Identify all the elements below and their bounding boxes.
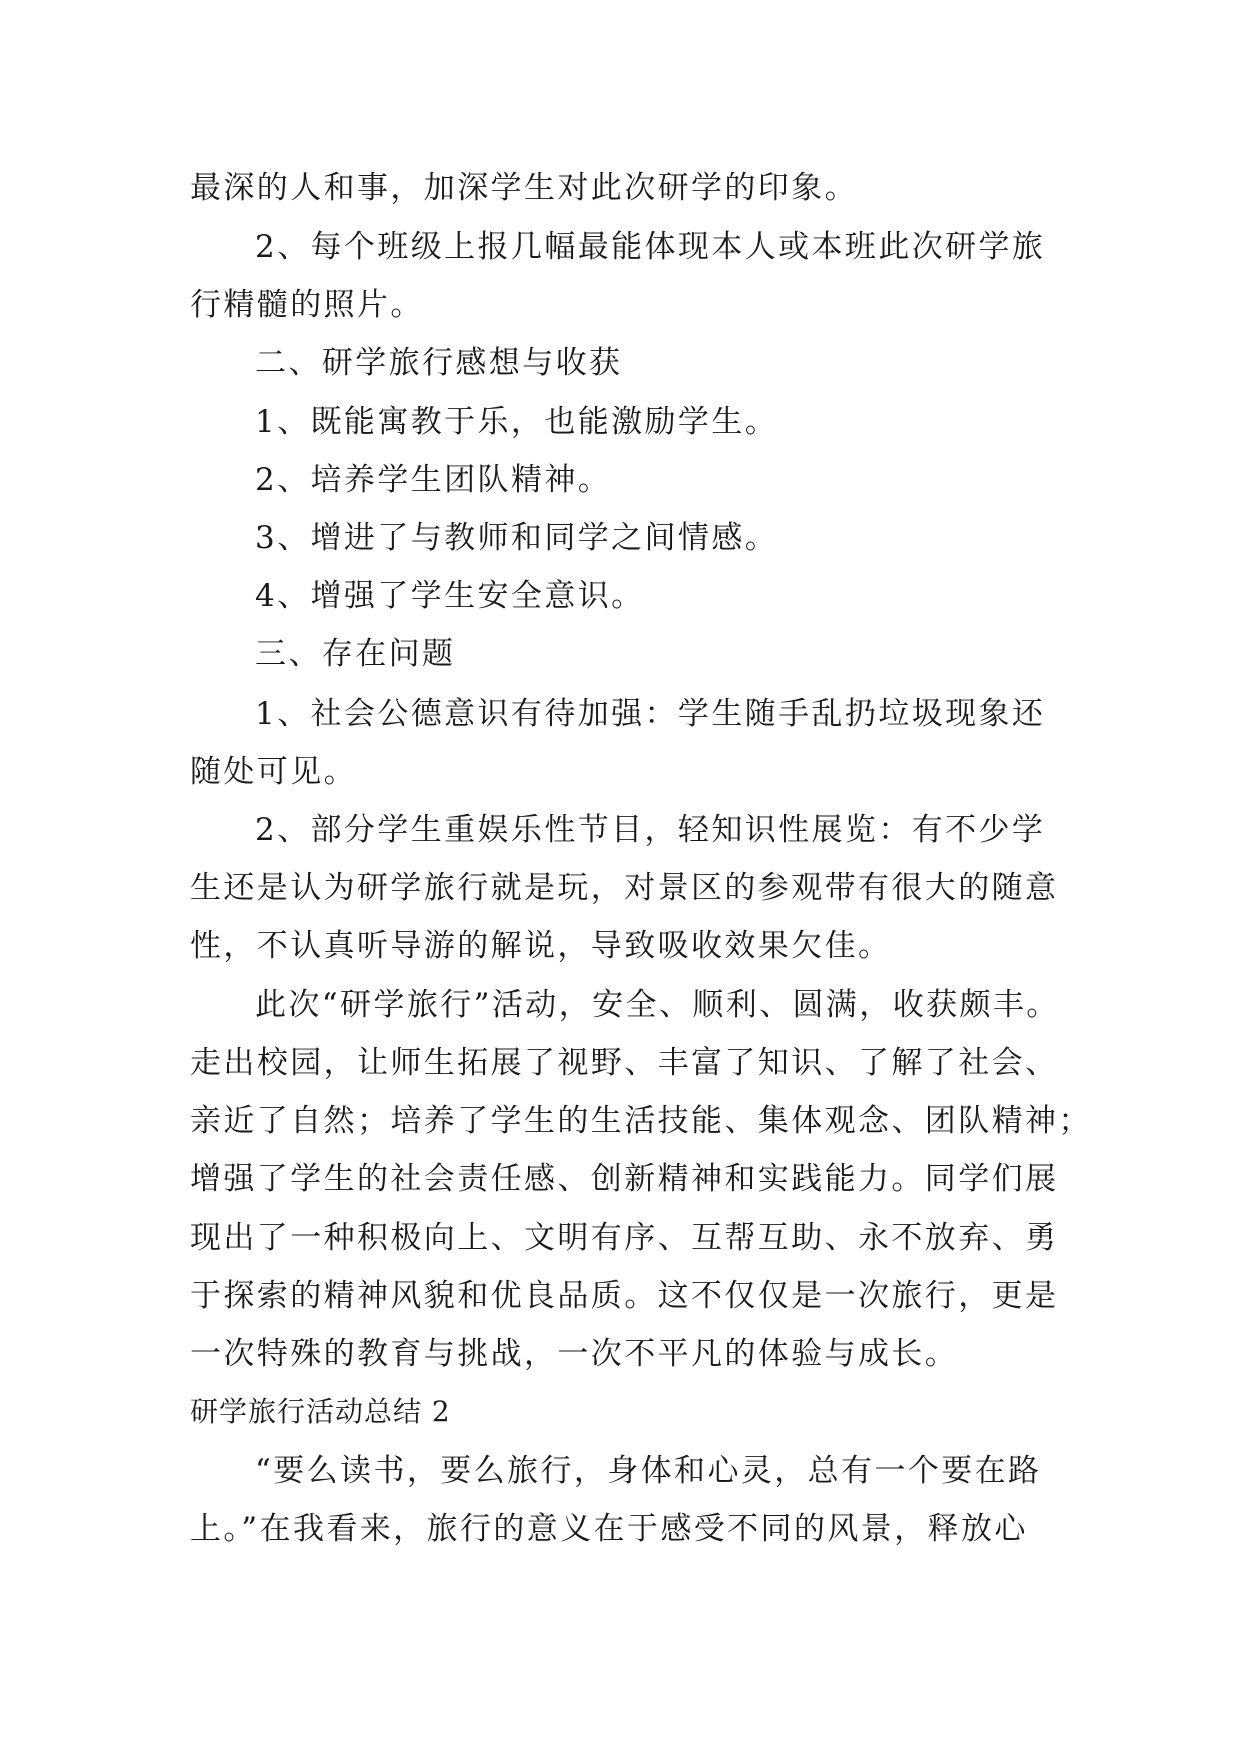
list-item: 1、社会公德意识有待加强：学生随手乱扔垃圾现象还	[255, 696, 1046, 732]
paragraph-line: 增强了学生的社会责任感、创新精神和实践能力。同学们展	[190, 1161, 1059, 1197]
list-item: 2、培养学生团队精神。	[255, 462, 612, 498]
section-heading: 二、研学旅行感想与收获	[255, 345, 623, 381]
list-item: 4、增强了学生安全意识。	[255, 578, 645, 614]
paragraph-line: 上。”在我看来，旅行的意义在于感受不同的风景，释放心	[190, 1511, 1028, 1547]
paragraph-line: 随处可见。	[190, 754, 357, 790]
section-heading: 三、存在问题	[255, 636, 456, 672]
paragraph-line: 性，不认真听导游的解说，导致吸收效果欠佳。	[190, 928, 892, 964]
paragraph-line: “要么读书，要么旅行，身体和心灵，总有一个要在路	[255, 1453, 1042, 1489]
paragraph-line: 最深的人和事，加深学生对此次研学的印象。	[190, 170, 858, 206]
paragraph-line: 2、每个班级上报几幅最能体现本人或本班此次研学旅	[255, 229, 1046, 265]
paragraph-line: 行精髓的照片。	[190, 287, 424, 323]
paragraph-line: 走出校园，让师生拓展了视野、丰富了知识、了解了社会、	[190, 1045, 1059, 1081]
paragraph-line: 生还是认为研学旅行就是玩，对景区的参观带有很大的随意	[190, 870, 1059, 906]
paragraph-line: 此次“研学旅行”活动，安全、顺利、圆满，收获颇丰。	[255, 987, 1060, 1023]
paragraph-line: 现出了一种积极向上、文明有序、互帮互助、永不放弃、勇	[190, 1220, 1059, 1256]
list-item: 2、部分学生重娱乐性节目，轻知识性展览：有不少学	[255, 812, 1046, 848]
paragraph-line: 一次特殊的教育与挑战，一次不平凡的体验与成长。	[190, 1336, 959, 1372]
paragraph-line: 于探索的精神风貌和优良品质。这不仅仅是一次旅行，更是	[190, 1278, 1059, 1314]
list-item: 1、既能寓教于乐，也能激励学生。	[255, 404, 779, 440]
list-item: 3、增进了与教师和同学之间情感。	[255, 520, 779, 556]
article-title: 研学旅行活动总结 2	[190, 1395, 451, 1428]
paragraph-line: 亲近了自然；培养了学生的生活技能、集体观念、团队精神；	[190, 1103, 1092, 1139]
